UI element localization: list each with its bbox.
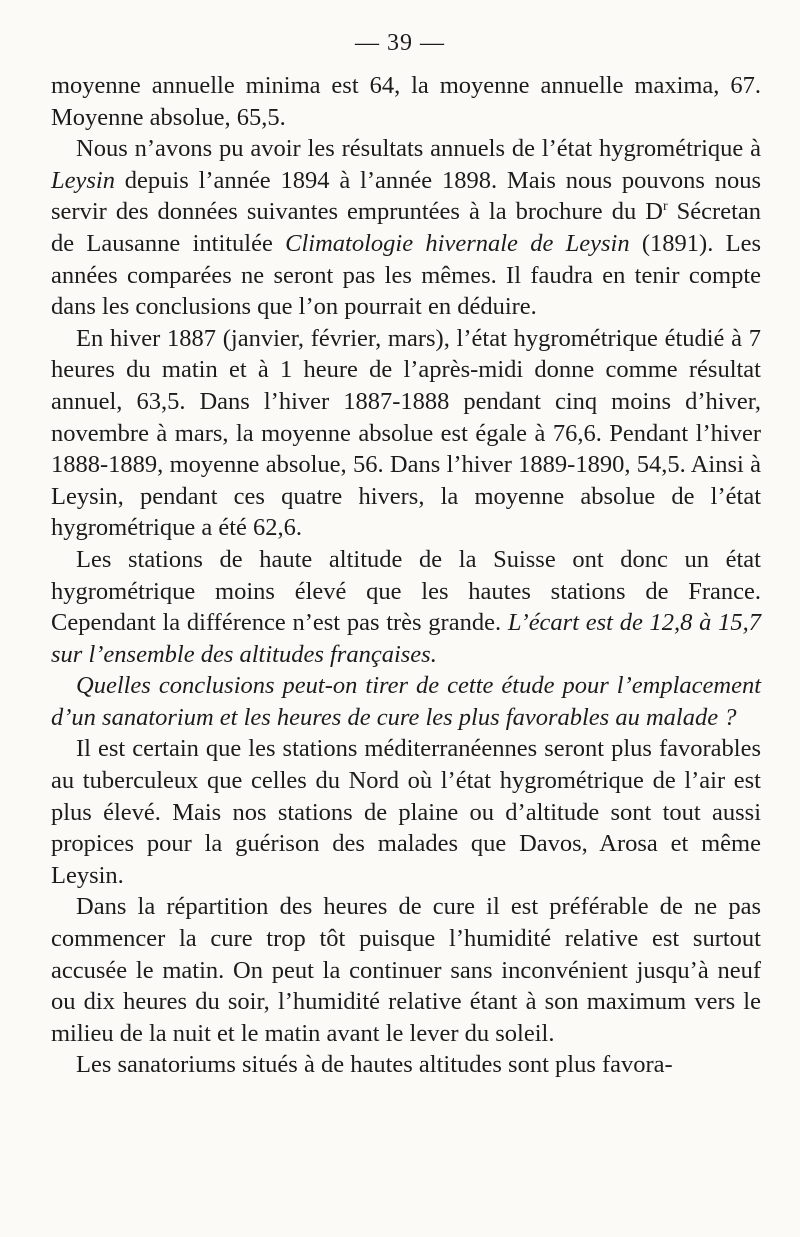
page-number: — 39 — <box>355 30 445 56</box>
body-text <box>51 70 761 1081</box>
italic-statement: L’écart est de 12,8 à 15,7 sur l’ensemble des altitudes françaises. <box>51 609 761 668</box>
paragraph-swiss-stations <box>51 544 761 670</box>
paragraph-hygrometric-results <box>51 133 761 323</box>
paragraph-continuation: moyenne annuelle minima est 64, la moyenne annuelle maxima, 67. Moyenne absolue, 65,5. <box>51 72 761 131</box>
text-segment: Les stations de haute altitude de la Suisse ont donc un état hygrométrique moins élevé que les hautes stations de France. Cependant la différence n’est pas très grande. <box>51 545 761 637</box>
doctor-superscript: r <box>662 199 668 215</box>
paragraph-mediterranean: Il est certain que les stations méditerranéennes seront plus favorables au tuberculeux que celles du Nord où l’état hygrométrique de l’air est plus élevé. Mais nos stations de plaine ou d’altitude sont tout aussi propices pour la guérison des malades que Davos, Arosa et même Leysin. <box>51 735 761 889</box>
paragraph-sanatoriums: Les sanatoriums situés à de hautes altitudes sont plus favora- <box>76 1051 673 1079</box>
paragraph-question <box>51 670 761 733</box>
text-segment: (1891). Les années comparées ne seront pas les mêmes. Il faudra en tenir compte dans les conclusions que l’on pourrait en déduire. <box>51 229 761 321</box>
paragraph-winter-data: En hiver 1887 (janvier, février, mars), l’état hygrométrique étudié à 7 heures du matin et à 1 heure de l’après-midi donne comme résultat annuel, 63,5. Dans l’hiver 1887-1888 pendant cinq moins d’hiver, novembre à mars, la moyenne absolue est égale à 76,6. Pendant l’hiver 1888-1889, moyenne absolue, 56. Dans l’hiver 1889-1890, 54,5. Ainsi à Leysin, pendant ces quatre hivers, la moyenne absolue de l’état hygrométrique a été 62,6. <box>51 324 761 542</box>
text-segment: Sécretan de Lausanne intitulée <box>51 198 761 257</box>
text-segment: depuis l’année 1894 à l’année 1898. Mais nous pouvons nous servir des données suivantes empruntées à la brochure du D <box>51 166 761 226</box>
paragraph-cure-hours: Dans la répartition des heures de cure il est préférable de ne pas commencer la cure trop tôt puisque l’humidité relative est surtout accusée le matin. On peut la continuer sans inconvénient jusqu’à neuf ou dix heures du soir, l’humidité relative étant à son maximum vers le milieu de la nuit et le matin avant le lever du soleil. <box>51 893 761 1047</box>
book-title: Climatologie hivernale de Leysin <box>285 229 630 257</box>
text-segment: Nous n’avons pu avoir les résultats annuels de l’état hygrométrique à <box>76 135 761 163</box>
italic-question: Quelles conclusions peut-on tirer de cette étude pour l’emplacement d’un sanatorium et les heures de cure les plus favorables au malade ? <box>51 672 761 731</box>
place-name: Leysin <box>51 166 115 194</box>
